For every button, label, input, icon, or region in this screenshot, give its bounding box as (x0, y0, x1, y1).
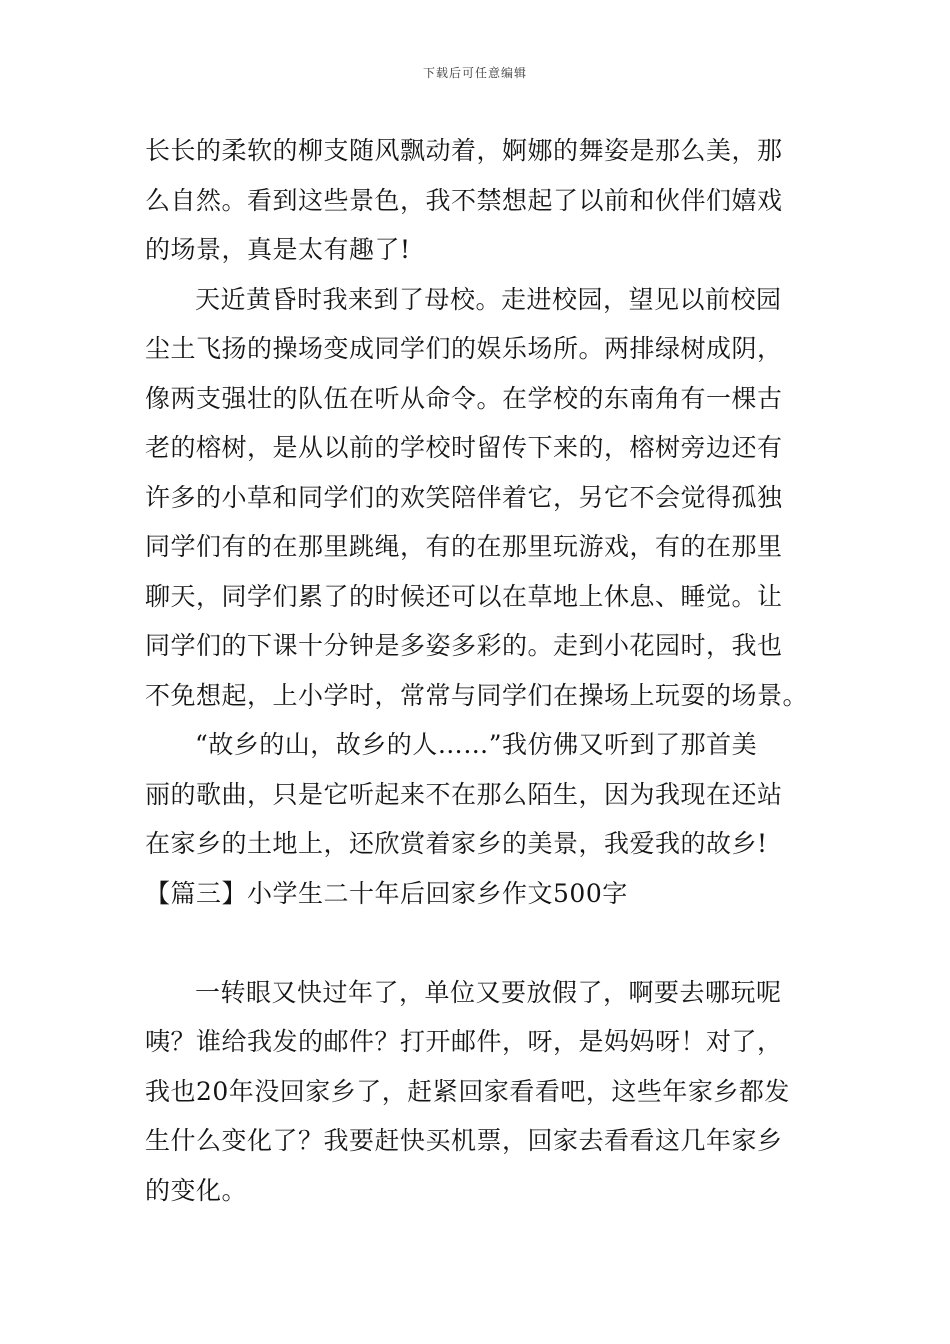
text-line: 的变化。 (145, 1175, 248, 1205)
page-header: 下载后可任意编辑 (422, 66, 527, 80)
text-line: 聊天，同学们累了的时候还可以在草地上休息、睡觉。让 (145, 581, 783, 611)
document-body (145, 126, 810, 1215)
blank-line (145, 918, 810, 968)
text-line: 老的榕树，是从以前的学校时留传下来的，榕树旁边还有 (145, 433, 783, 462)
text-line: 在家乡的土地上，还欣赏着家乡的美景，我爱我的故乡! (145, 829, 768, 858)
text-line: 的场景，真是太有趣了! (145, 235, 411, 264)
text-line: 尘土飞扬的操场变成同学们的娱乐场所。两排绿树成阴， (145, 334, 783, 363)
text-line: 生什么变化了？我要赶快买机票，回家去看看这几年家乡 (145, 1126, 783, 1155)
paragraph-start: “故乡的山，故乡的人……”我仿佛又听到了那首美 (195, 730, 758, 759)
text-line: 许多的小草和同学们的欢笑陪伴着它，另它不会觉得孤独 (145, 482, 783, 512)
text-line: 同学们有的在那里跳绳，有的在那里玩游戏，有的在那里 (145, 532, 783, 561)
text-line: 不免想起，上小学时，常常与同学们在操场上玩耍的场景。 (145, 680, 809, 710)
paragraph-start: 天近黄昏时我来到了母校。走进校园，望见以前校园 (195, 284, 782, 314)
paragraph-start: 一转眼又快过年了，单位又要放假了，啊要去哪玩呢 (195, 977, 782, 1007)
text-line: 同学们的下课十分钟是多姿多彩的。走到小花园时，我也 (145, 631, 783, 660)
text-line: 长长的柔软的柳支随风飘动着，婀娜的舞姿是那么美，那 (145, 136, 783, 165)
text-line: 丽的歌曲，只是它听起来不在那么陌生，因为我现在还站 (145, 779, 783, 809)
section-heading: 【篇三】小学生二十年后回家乡作文500字 (145, 878, 628, 908)
text-line: 像两支强壮的队伍在听从命令。在学校的东南角有一棵古 (145, 383, 783, 413)
text-line: 我也20年没回家乡了，赶紧回家看看吧，这些年家乡都发 (145, 1076, 790, 1106)
text-line: 咦？谁给我发的邮件？打开邮件，呀，是妈妈呀！对了， (145, 1027, 783, 1056)
text-line: 么自然。看到这些景色，我不禁想起了以前和伙伴们嬉戏 (145, 185, 783, 215)
